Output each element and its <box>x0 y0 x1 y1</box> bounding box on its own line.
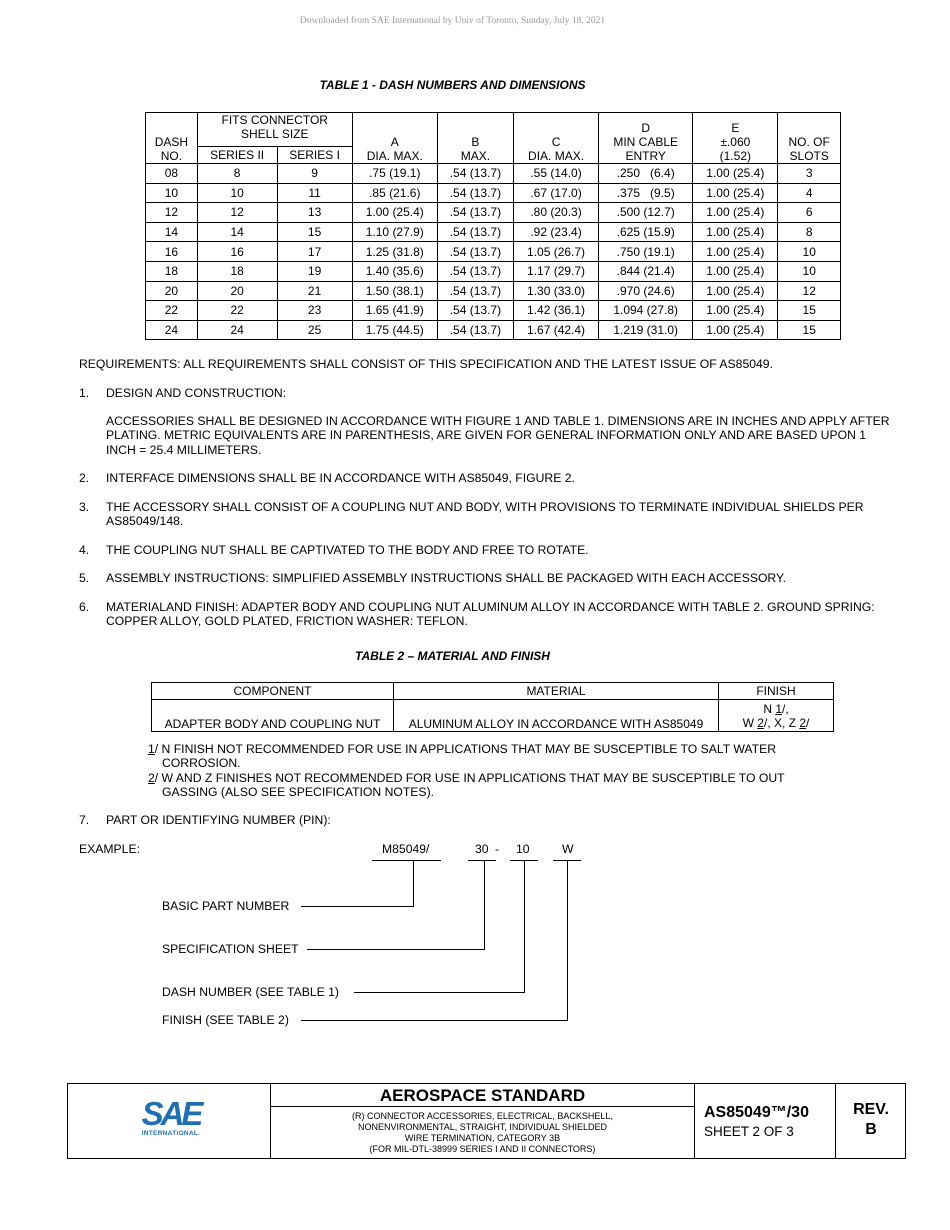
dash-header: DASH NO. <box>146 113 198 164</box>
pin-dash-number: 10 <box>516 842 530 856</box>
leader-line <box>567 860 568 1021</box>
table-cell: 16 <box>146 242 198 262</box>
item-pin: PART OR IDENTIFYING NUMBER (PIN): <box>106 813 331 827</box>
table-cell: .67 (17.0) <box>513 183 598 203</box>
table-cell: 8 <box>778 222 841 242</box>
component-header: COMPONENT <box>152 683 394 700</box>
series1-header: SERIES I <box>277 147 352 164</box>
table-row <box>146 281 841 301</box>
table-cell: 1.00 (25.4) <box>693 320 778 340</box>
item-number: 7. <box>79 813 90 827</box>
footnote-2: 2/ W AND Z FINISHES NOT RECOMMENDED FOR USE IN APPLICATIONS THAT MAY BE SUSCEPTIBLE TO OUT GASSING (ALSO SEE SPECIFICATION NOTES). <box>148 771 785 800</box>
footnote-1: 1/ N FINISH NOT RECOMMENDED FOR USE IN APPLICATIONS THAT MAY BE SUSCEPTIBLE TO SALT WATER CORROSION. <box>148 742 776 771</box>
table-cell: 15 <box>277 222 352 242</box>
leader-line <box>301 1020 568 1021</box>
material-cell: ALUMINUM ALLOY IN ACCORDANCE WITH AS85049 <box>394 700 719 732</box>
table-cell: 18 <box>146 261 198 281</box>
table-cell: 10 <box>778 261 841 281</box>
table-cell: 3 <box>778 164 841 184</box>
sae-logo: SAE INTERNATIONAL. <box>141 1095 201 1137</box>
item-number: 4. <box>79 543 90 557</box>
table-cell: .75 (19.1) <box>352 164 437 184</box>
example-label: EXAMPLE: <box>79 842 140 856</box>
table-cell: .54 (13.7) <box>437 242 513 262</box>
table-cell: 21 <box>277 281 352 301</box>
table-row <box>146 301 841 321</box>
item-material-finish: MATERIALAND FINISH: ADAPTER BODY AND COUPLING NUT ALUMINUM ALLOY IN ACCORDANCE WITH TABLE 2. GROUND SPRING: COPPER ALLOY, GOLD PLATED, FRICTION WASHER: TEFLON. <box>106 600 875 629</box>
table-cell: 6 <box>778 203 841 223</box>
table-cell: 1.00 (25.4) <box>693 183 778 203</box>
pin-underline <box>372 860 441 861</box>
item-assembly-instructions: ASSEMBLY INSTRUCTIONS: SIMPLIFIED ASSEMBLY INSTRUCTIONS SHALL BE PACKAGED WITH EACH ACCESSORY. <box>106 571 786 585</box>
leader-line <box>307 949 485 950</box>
table-cell: 1.094 (27.8) <box>599 301 693 321</box>
material-finish-table <box>151 682 834 732</box>
table-row <box>146 222 841 242</box>
table-cell: 1.00 (25.4) <box>693 281 778 301</box>
e-header: E ±.060 (1.52) <box>693 113 778 164</box>
requirements-text: REQUIREMENTS: ALL REQUIREMENTS SHALL CONSIST OF THIS SPECIFICATION AND THE LATEST ISSUE OF AS85049. <box>79 357 773 371</box>
table-row <box>146 242 841 262</box>
table1-caption: TABLE 1 - DASH NUMBERS AND DIMENSIONS <box>319 78 586 92</box>
table-cell: .500 (12.7) <box>599 203 693 223</box>
fits-connector-header: FITS CONNECTOR SHELL SIZE <box>197 113 352 147</box>
leader-line <box>301 906 414 907</box>
table-cell: 15 <box>778 301 841 321</box>
item-accessory-composition: THE ACCESSORY SHALL CONSIST OF A COUPLING NUT AND BODY, WITH PROVISIONS TO TERMINATE INDIVIDUAL SHIELDS PER AS85049/148. <box>106 500 864 529</box>
table-cell: 1.50 (38.1) <box>352 281 437 301</box>
title-block <box>67 1083 906 1159</box>
item-coupling-nut: THE COUPLING NUT SHALL BE CAPTIVATED TO THE BODY AND FREE TO ROTATE. <box>106 543 589 557</box>
table-cell: 10 <box>778 242 841 262</box>
table-cell: .85 (21.6) <box>352 183 437 203</box>
table-cell: .844 (21.4) <box>599 261 693 281</box>
table-cell: 1.65 (41.9) <box>352 301 437 321</box>
table-row <box>146 203 841 223</box>
item-design-body: ACCESSORIES SHALL BE DESIGNED IN ACCORDANCE WITH FIGURE 1 AND TABLE 1. DIMENSIONS ARE IN INCHES AND APPLY AFTER PLATING. METRIC EQUIVALENTS ARE IN PARENTHESIS, ARE GIVEN FOR GENERAL INFORMATION ONLY AND ARE BASED UPON 1 INCH = 25.4 MILLIMETERS. <box>106 414 890 457</box>
table-cell: 1.00 (25.4) <box>693 203 778 223</box>
table-cell: .625 (15.9) <box>599 222 693 242</box>
table-cell: .54 (13.7) <box>437 164 513 184</box>
table-cell: 20 <box>197 281 277 301</box>
table-cell: 12 <box>778 281 841 301</box>
item-interface-dimensions: INTERFACE DIMENSIONS SHALL BE IN ACCORDANCE WITH AS85049, FIGURE 2. <box>106 471 575 485</box>
table-cell: 1.17 (29.7) <box>513 261 598 281</box>
pin-separator: - <box>495 842 500 856</box>
callout-specification-sheet: SPECIFICATION SHEET <box>162 942 299 956</box>
table-cell: 1.42 (36.1) <box>513 301 598 321</box>
table-cell: .54 (13.7) <box>437 320 513 340</box>
table-cell: 1.67 (42.4) <box>513 320 598 340</box>
series2-header: SERIES II <box>197 147 277 164</box>
table-row <box>146 261 841 281</box>
revision: REV. B <box>853 1101 889 1138</box>
component-cell: ADAPTER BODY AND COUPLING NUT <box>152 700 394 732</box>
table-cell: 18 <box>197 261 277 281</box>
table-cell: 1.05 (26.7) <box>513 242 598 262</box>
table-cell: .92 (23.4) <box>513 222 598 242</box>
callout-finish: FINISH (SEE TABLE 2) <box>162 1013 289 1027</box>
table-cell: 4 <box>778 183 841 203</box>
table-cell: 12 <box>197 203 277 223</box>
table-cell: 1.00 (25.4) <box>693 164 778 184</box>
table-row <box>146 164 841 184</box>
leader-line <box>524 860 525 993</box>
table-cell: 14 <box>197 222 277 242</box>
c-header: C DIA. MAX. <box>513 113 598 164</box>
slots-header: NO. OF SLOTS <box>778 113 841 164</box>
item-number: 6. <box>79 600 90 614</box>
table-cell: 24 <box>197 320 277 340</box>
item-number: 2. <box>79 471 90 485</box>
table-cell: 1.40 (35.6) <box>352 261 437 281</box>
material-header: MATERIAL <box>394 683 719 700</box>
table-cell: 1.25 (31.8) <box>352 242 437 262</box>
table-cell: .375 (9.5) <box>599 183 693 203</box>
table-cell: 10 <box>197 183 277 203</box>
finish-cell: N 1/, W 2/, X, Z 2/ <box>719 700 834 732</box>
table-cell: 11 <box>277 183 352 203</box>
item-number: 5. <box>79 571 90 585</box>
table-cell: 10 <box>146 183 198 203</box>
table-cell: .54 (13.7) <box>437 281 513 301</box>
table-cell: .250 (6.4) <box>599 164 693 184</box>
table-cell: 1.00 (25.4) <box>693 222 778 242</box>
table-cell: 1.75 (44.5) <box>352 320 437 340</box>
sheet-number: SHEET 2 OF 3 <box>704 1124 794 1139</box>
d-header: D MIN CABLE ENTRY <box>599 113 693 164</box>
table-cell: 1.10 (27.9) <box>352 222 437 242</box>
callout-dash-number: DASH NUMBER (SEE TABLE 1) <box>162 985 339 999</box>
table-cell: 19 <box>277 261 352 281</box>
pin-finish: W <box>562 842 574 856</box>
table-cell: .54 (13.7) <box>437 301 513 321</box>
b-header: B MAX. <box>437 113 513 164</box>
download-watermark: Downloaded from SAE International by Univ of Toronto, Sunday, July 18, 2021 <box>299 16 606 26</box>
table-cell: 25 <box>277 320 352 340</box>
table-cell: 14 <box>146 222 198 242</box>
item-number: 1. <box>79 386 90 400</box>
dash-numbers-table <box>145 112 841 340</box>
item-design-construction: DESIGN AND CONSTRUCTION: <box>106 386 287 400</box>
a-header: A DIA. MAX. <box>352 113 437 164</box>
leader-line <box>354 992 525 993</box>
pin-underline <box>468 860 496 861</box>
item-number: 3. <box>79 500 90 514</box>
table-cell: 16 <box>197 242 277 262</box>
table-cell: .54 (13.7) <box>437 222 513 242</box>
table-cell: .54 (13.7) <box>437 183 513 203</box>
table-cell: .750 (19.1) <box>599 242 693 262</box>
table-cell: 08 <box>146 164 198 184</box>
table-cell: 24 <box>146 320 198 340</box>
table-cell: .80 (20.3) <box>513 203 598 223</box>
table-cell: 8 <box>197 164 277 184</box>
table-cell: 1.30 (33.0) <box>513 281 598 301</box>
finish-header: FINISH <box>719 683 834 700</box>
table-cell: 13 <box>277 203 352 223</box>
table-row <box>146 320 841 340</box>
table-row <box>146 183 841 203</box>
table-cell: 22 <box>197 301 277 321</box>
pin-basic-part: M85049/ <box>382 842 430 856</box>
table-cell: 1.00 (25.4) <box>352 203 437 223</box>
document-number: AS85049™/30 <box>704 1104 809 1121</box>
pin-spec-sheet: 30 <box>475 842 489 856</box>
table-cell: 22 <box>146 301 198 321</box>
leader-line <box>413 860 414 907</box>
table-cell: .970 (24.6) <box>599 281 693 301</box>
table-cell: 1.00 (25.4) <box>693 261 778 281</box>
table-cell: 17 <box>277 242 352 262</box>
table-cell: 20 <box>146 281 198 301</box>
table-cell: 1.219 (31.0) <box>599 320 693 340</box>
table-cell: 12 <box>146 203 198 223</box>
table-cell: 23 <box>277 301 352 321</box>
table2-caption: TABLE 2 – MATERIAL AND FINISH <box>355 649 550 663</box>
table-cell: .54 (13.7) <box>437 203 513 223</box>
table-cell: .54 (13.7) <box>437 261 513 281</box>
table-cell: 1.00 (25.4) <box>693 301 778 321</box>
standard-title: AEROSPACE STANDARD <box>379 1086 586 1105</box>
standard-description: (R) CONNECTOR ACCESSORIES, ELECTRICAL, BACKSHELL, NONENVIRONMENTAL, STRAIGHT, INDIVIDUAL SHIELDED WIRE TERMINATION, CATEGORY 3B (FOR MIL-DTL-38999 SERIES I AND II CONNECTORS) <box>352 1111 613 1154</box>
leader-line <box>484 860 485 950</box>
callout-basic-part-number: BASIC PART NUMBER <box>162 899 290 913</box>
table-cell: .55 (14.0) <box>513 164 598 184</box>
table-cell: 1.00 (25.4) <box>693 242 778 262</box>
table-cell: 9 <box>277 164 352 184</box>
table-cell: 15 <box>778 320 841 340</box>
